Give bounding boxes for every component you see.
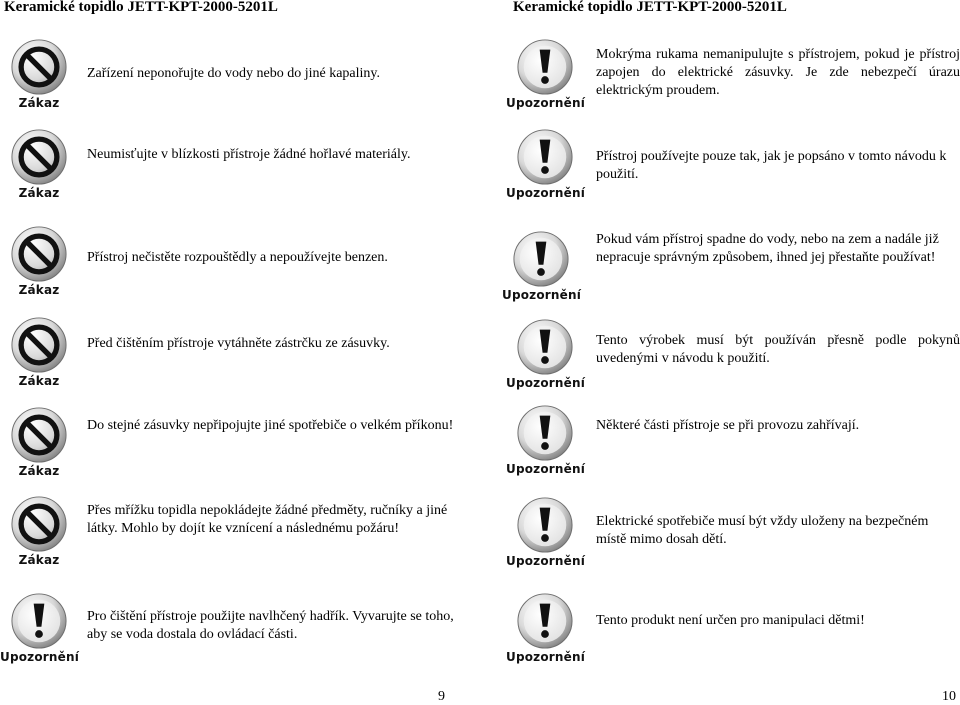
- page-number: 10: [942, 689, 956, 704]
- icon-label: Upozornění: [506, 462, 586, 476]
- prohibition-icon: [0, 128, 78, 200]
- item-text: Pro čištění přístroje použijte navlhčený hadřík. Vyvarujte se toho, aby se voda dostala do ovládací části.: [87, 609, 454, 642]
- prohibition-icon: [0, 406, 78, 478]
- item-text: Do stejné zásuvky nepřipojujte jiné spotřebiče o velkém příkonu!: [87, 418, 454, 433]
- item-text: Elektrické spotřebiče musí být vždy uloženy na bezpečném místě mimo dosah dětí.: [596, 514, 929, 547]
- icon-label: Upozornění: [506, 650, 586, 664]
- icon-label: Upozornění: [506, 96, 586, 110]
- icon-label: Upozornění: [502, 288, 582, 302]
- icon-label: Upozornění: [506, 376, 586, 390]
- exclamation-icon: [506, 592, 584, 664]
- page-number: 9: [438, 689, 445, 704]
- exclamation-icon: [502, 230, 580, 302]
- item-text: Tento produkt není určen pro manipulaci dětmi!: [596, 613, 865, 628]
- exclamation-icon: [506, 318, 584, 390]
- icon-label: Zákaz: [18, 283, 60, 297]
- item-text: Tento výrobek musí být používán přesně podle pokynů uvedenými v návodu k použití.: [596, 333, 960, 366]
- right-page: [480, 0, 960, 703]
- item-text: Pokud vám přístroj spadne do vody, nebo na zem a nadále již nepracuje správným způsobem, ihned jej přestaňte používat!: [596, 232, 939, 265]
- prohibition-icon: [0, 225, 78, 297]
- exclamation-icon: [506, 38, 584, 110]
- item-text: Přístroj používejte pouze tak, jak je popsáno v tomto návodu k použití.: [596, 149, 947, 182]
- item-text: Přes mřížku topidla nepokládejte žádné předměty, ručníky a jiné látky. Mohlo by dojít ke vznícení a následnému požáru!: [87, 503, 448, 536]
- exclamation-icon: [506, 404, 584, 476]
- icon-label: Zákaz: [18, 374, 60, 388]
- page-header: Keramické topidlo JETT-KPT-2000-5201L: [513, 0, 787, 15]
- item-text: Mokrýma rukama nemanipulujte s přístrojem, pokud je přístroj zapojen do elektrické zásuvky. Je zde nebezpečí úrazu elektrickým proudem.: [596, 47, 960, 98]
- exclamation-icon: [0, 592, 78, 664]
- icon-label: Upozornění: [0, 650, 80, 664]
- icon-label: Zákaz: [18, 96, 60, 110]
- prohibition-icon: [0, 316, 78, 388]
- item-text: Neumisťujte v blízkosti přístroje žádné hořlavé materiály.: [87, 147, 411, 162]
- exclamation-icon: [506, 128, 584, 200]
- exclamation-icon: [506, 496, 584, 568]
- left-page: [0, 0, 480, 703]
- item-text: Přístroj nečistěte rozpouštědly a nepoužívejte benzen.: [87, 250, 388, 265]
- item-text: Zařízení neponořujte do vody nebo do jiné kapaliny.: [87, 66, 381, 81]
- item-text: Některé části přístroje se při provozu zahřívají.: [596, 418, 860, 433]
- icon-label: Zákaz: [18, 464, 60, 478]
- icon-label: Upozornění: [506, 186, 586, 200]
- prohibition-icon: [0, 495, 78, 567]
- item-text: Před čištěním přístroje vytáhněte zástrčku ze zásuvky.: [87, 336, 390, 351]
- icon-label: Upozornění: [506, 554, 586, 568]
- page-header: Keramické topidlo JETT-KPT-2000-5201L: [4, 0, 278, 15]
- icon-label: Zákaz: [18, 186, 60, 200]
- prohibition-icon: [0, 38, 78, 110]
- icon-label: Zákaz: [18, 553, 60, 567]
